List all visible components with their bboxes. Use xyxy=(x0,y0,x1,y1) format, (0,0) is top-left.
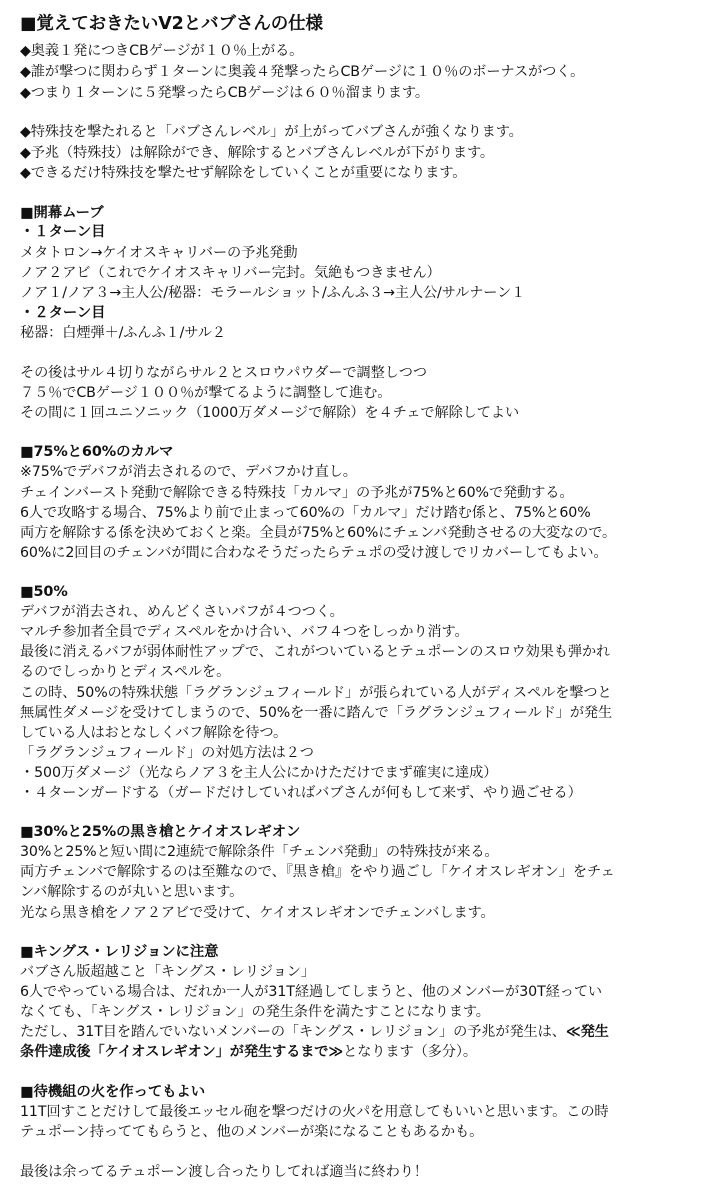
page-title: ■覚えておきたいV2とバブさんの仕様 xyxy=(20,14,323,34)
section-heading-30: ■30%と25%の黒き槍とケイオスレギオン xyxy=(20,824,301,840)
section-heading-karma: ■75%と60%のカルマ xyxy=(20,444,174,460)
opening-line: その間に１回ユニソニック（1000万ダメージで解除）を４チェで解除してよい xyxy=(20,405,520,421)
thirty-line: 光なら黒き槍をノア２アビで受けて、ケイオスレギオンでチェンバします。 xyxy=(20,905,495,921)
karma-line: 60%に2回目のチェンバが間に合わなそうだったらテュポの受け渡しでリカバーしてもよい。 xyxy=(20,545,608,561)
kings-bold-text: ≪発生 xyxy=(565,1024,609,1040)
opening-line: ７５％でCBゲージ１００％が撃てるように調整して進む。 xyxy=(20,385,392,401)
fifty-line: デバフが消去され、めんどくさいバフが４つつく。 xyxy=(20,604,344,620)
turn1-label: ・１ターン目 xyxy=(20,224,106,240)
karma-line: 両方を解除する係を決めておくと楽。全員が75%と60%にチェンバ発動させるの大変なので。 xyxy=(20,525,617,541)
kings-line: なくても、「キングス・レリジョン」の発生条件を満たすことになります。 xyxy=(20,1004,490,1020)
intro-line: ◆特殊技を撃たれると「バブさんレベル」が上がってバブさんが強くなります。 xyxy=(20,124,523,140)
intro-line: ◆予兆（特殊技）は解除ができ、解除するとバブさんレベルが下がります。 xyxy=(20,145,494,161)
fifty-line: している人はおとなしくバフ解除を待つ。 xyxy=(20,725,288,741)
karma-line: ※75%でデバフが消去されるので、デバフかけ直し。 xyxy=(20,464,357,480)
kings-line xyxy=(20,1022,714,1042)
fifty-line: 最後に消えるバフが弱体耐性アップで、これがついているとテュポーンのスロウ効果も弾かれ xyxy=(20,644,611,660)
karma-line: チェインバースト発動で解除できる特殊技「カルマ」の予兆が75%と60%で発動する。 xyxy=(20,485,574,501)
section-heading-50: ■50% xyxy=(20,584,68,600)
fifty-line: 無属性ダメージを受けてしまうので、50%を一番に踏んで「ラグランジュフィールド」が発生 xyxy=(20,705,613,721)
fifty-line: ・４ターンガードする（ガードだけしていればバブさんが何もして来ず、やり過ごせる） xyxy=(20,785,582,801)
turn2-label: ・２ターン目 xyxy=(20,305,106,321)
fifty-line: るのでしっかりとディスペルを。 xyxy=(20,664,231,680)
thirty-line: ンバ解除するのが丸いと思います。 xyxy=(20,884,244,900)
section-heading-opening: ■開幕ムーブ xyxy=(20,205,104,221)
fifty-line: この時、50%の特殊状態「ラグランジュフィールド」が張られている人がディスペルを撃つと xyxy=(20,685,612,701)
intro-line: ◆誰が撃つに関わらず１ターンに奥義４発撃ったらCBゲージに１０％のボーナスがつく。 xyxy=(20,64,585,80)
opening-line: 秘器：白煙弾＋/ふんふ１/サル２ xyxy=(20,325,226,341)
section-heading-waiting: ■待機組の火を作ってもよい xyxy=(20,1084,205,1100)
kings-bold-text: 条件達成後「ケイオスレギオン」が発生するまで≫ xyxy=(20,1044,344,1060)
thirty-line: 30%と25%と短い間に2連続で解除条件「チェンバ発動」の特殊技が来る。 xyxy=(20,844,499,860)
section-heading-kings: ■キングス・レリジョンに注意 xyxy=(20,944,219,960)
karma-line: 6人で攻略する場合、75%より前で止まって60%の「カルマ」だけ踏む係と、75%と60% xyxy=(20,505,591,521)
intro-line: ◆奥義１発につきCBゲージが１０％上がる。 xyxy=(20,43,304,59)
kings-line: 6人でやっている場合は、だれか一人が31T経過してしまうと、他のメンバーが30T経ってい xyxy=(20,984,603,1000)
waiting-line: 11T回すことだけして最後エッセル砲を撃つだけの火パを用意してもいいと思います。この時 xyxy=(20,1104,609,1120)
opening-line: ノア２アビ（これでケイオスキャリバー完封。気絶もつきません） xyxy=(20,265,441,281)
thirty-line: 両方チェンバで解除するのは至難なので、『黒き槍』をやり過ごし「ケイオスレギオン」をチェ xyxy=(20,864,615,880)
opening-line: ノア１/ノア３→主人公/秘器：モラールショット/ふんふ３→主人公/サルナーン１ xyxy=(20,285,526,301)
kings-line-text: となります（多分）。 xyxy=(343,1044,477,1060)
waiting-line: テュポーン持っててもらうと、他のメンバーが楽になることもあるかも。 xyxy=(20,1124,484,1140)
kings-line-text: ただし、31T目を踏んでいないメンバーの「キングス・レリジョン」の予兆が発生は、 xyxy=(20,1024,566,1040)
fifty-line: ・500万ダメージ（光ならノア３を主人公にかけただけでまず確実に達成） xyxy=(20,765,498,781)
opening-line: メタトロン→ケイオスキャリバーの予兆発動 xyxy=(20,245,298,261)
kings-line xyxy=(20,1042,714,1062)
ending-line: 最後は余ってるテュポーン渡し合ったりしてれば適当に終わり！ xyxy=(20,1164,428,1180)
fifty-line: マルチ参加者全員でディスペルをかけ合い、バフ４つをしっかり消す。 xyxy=(20,624,469,640)
kings-line: バブさん版超越こと「キングス・レリジョン」 xyxy=(20,964,315,980)
fifty-line: 「ラグランジュフィールド」の対処方法は２つ xyxy=(20,745,314,761)
opening-line: その後はサル４切りながらサル２とスロウパウダーで調整しつつ xyxy=(20,365,427,381)
intro-line: ◆つまり１ターンに５発撃ったらCBゲージは６０％溜まります。 xyxy=(20,85,429,101)
intro-line: ◆できるだけ特殊技を撃たせず解除をしていくことが重要になります。 xyxy=(20,165,467,181)
